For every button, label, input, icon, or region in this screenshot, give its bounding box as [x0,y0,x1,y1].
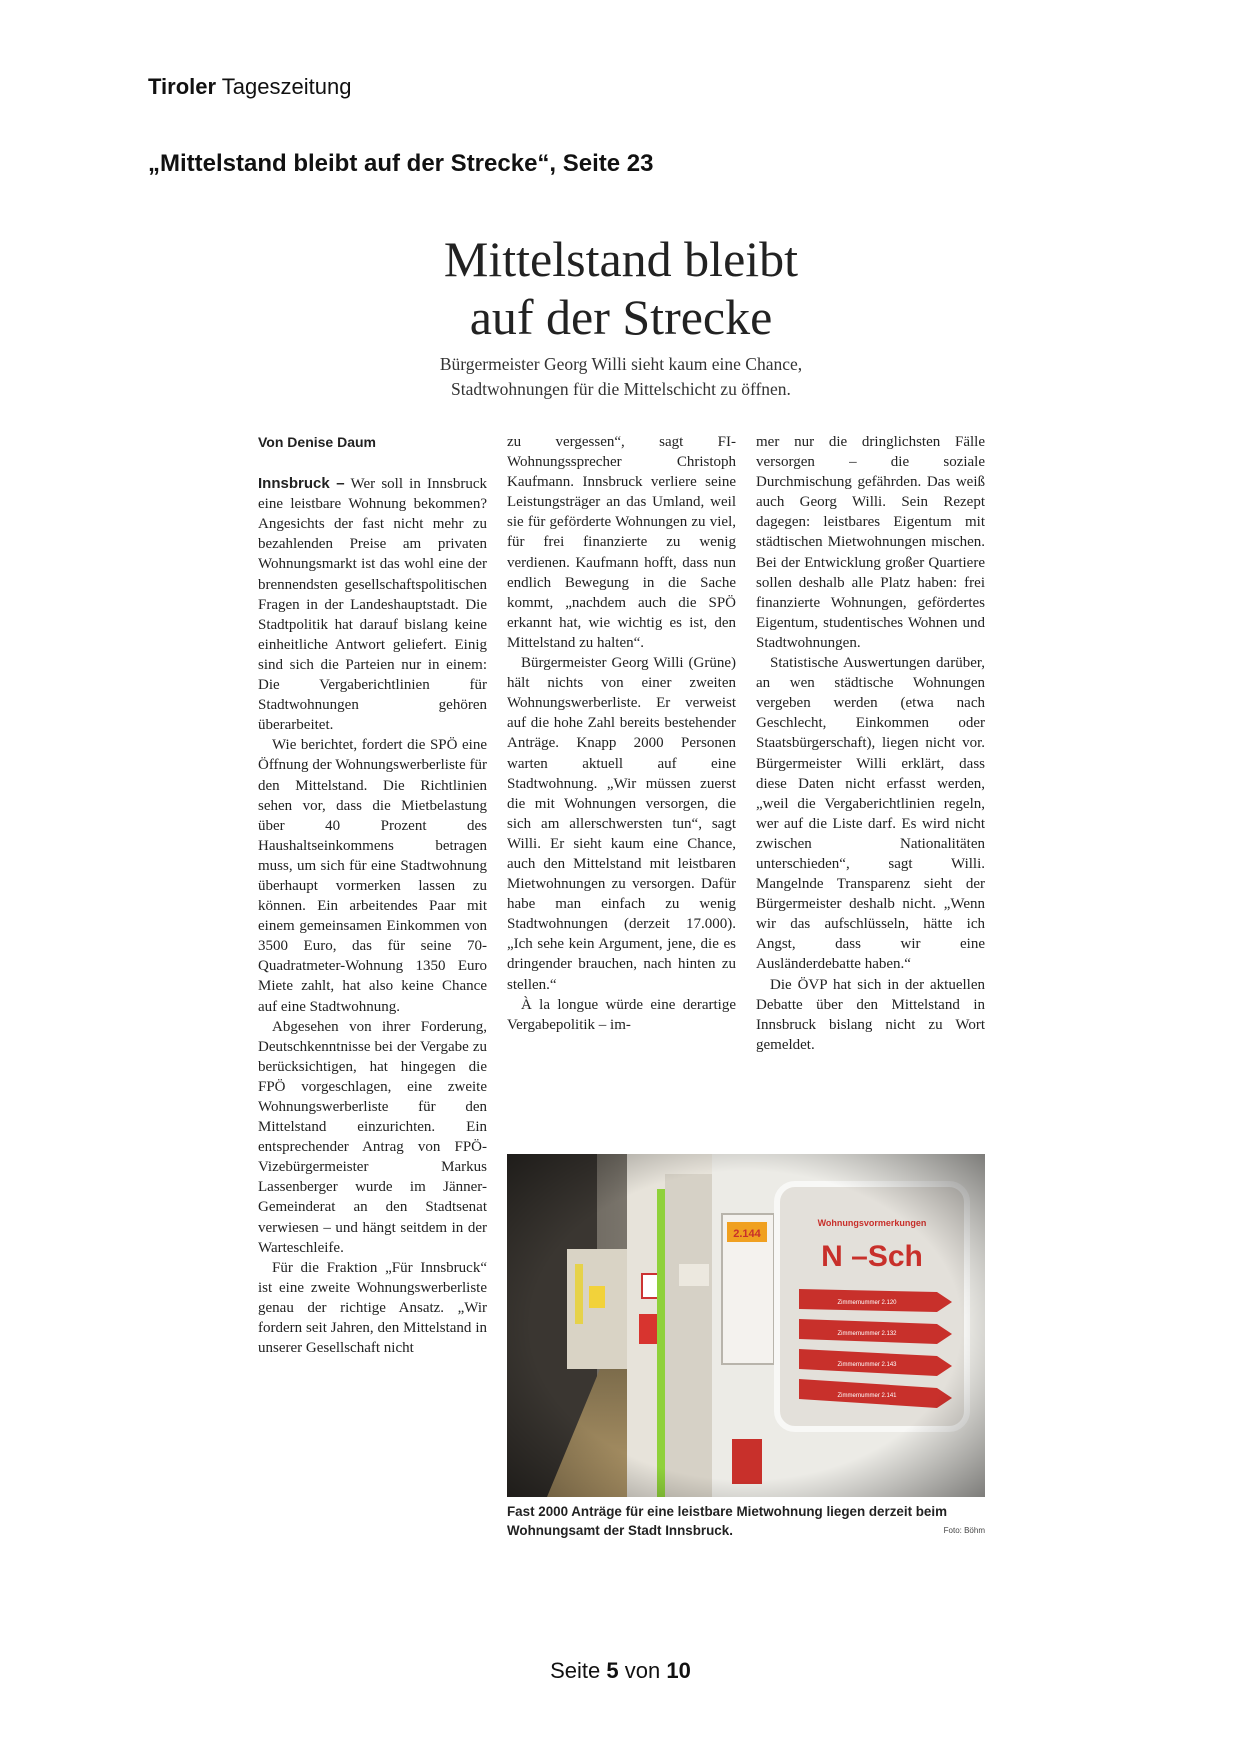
paragraph: Wie berichtet, fordert die SPÖ eine Öffnung der Wohnungswerberliste für den Mittelstand. Die Richtlinien sehen vor, dass die Mietbelastung über 40 Prozent des Haushaltseinkommens betragen muss, um sich für eine Stadtwohnung überhaupt vormerken lassen zu können. Ein arbeitendes Paar mit einem gemeinsamen Einkommen von 3500 Euro, das für seine 70-Quadratmeter-Wohnung 1350 Euro Miete zahlt, hat also keine Chance auf eine Stadtwohnung. [258,737,487,1015]
article-reference: „Mittelstand bleibt auf der Strecke“, Seite 23 [148,150,654,177]
publication-name [148,74,351,100]
headline [258,230,984,346]
subheadline-line-2: Stadtwohnungen für die Mittelschicht zu öffnen. [451,379,791,399]
paragraph: zu vergessen“, sagt FI-Wohnungssprecher Christoph Kaufmann. Innsbruck verliere seine Leistungsträger an das Umland, weil sie für geförderte Wohnungen zu viel, für frei finanzierte zu wenig verdienen. Kaufmann hofft, dass nun endlich Bewegung in die Sache kommt, „nachdem auch die SPÖ erkannt hat, wie wichtig es ist, den Mittelstand zu halten“. [507,434,736,651]
article-column-2 [507,432,736,1035]
article-photo [507,1154,985,1497]
photo-illustration [507,1154,985,1497]
footer-middle: von [624,1658,661,1683]
paragraph: Bürgermeister Georg Willi (Grüne) hält nichts von einer zweiten Wohnungswerberliste. Er verweist auf die hohe Zahl bereits bestehender Anträge. Knapp 2000 Personen warten aktuell auf eine Stadtwohnung. „Wir müssen zuerst die mit Wohnungen versorgen, die sich am allerschwersten tun“, sagt Willi. Er sieht kaum eine Chance, auch den Mittelstand mit leistbaren Mietwohnungen zu versorgen. Dafür habe man einfach zu wenig Stadtwohnungen (derzeit 17.000). „Ich sehe kein Argument, jene, die es dringender brauchen, nach hinten zu stellen.“ [507,655,736,993]
paragraph-text: Wer soll in Innsbruck eine leistbare Wohnung bekommen? Angesichts der fast nicht mehr zu bezahlenden Preise am privaten Wohnungsmarkt ist das wohl eine der brennendsten gesellschaftspolitischen Fragen in der Landeshauptstadt. Die Stadtpolitik hat darauf bislang keine einheitliche Antwort geliefert. Einig sind sich die Parteien nur in einem: Die Vergaberichtlinien für Stadtwohnungen gehören überarbeitet. [258,476,487,734]
headline-line-1: Mittelstand bleibt [443,231,799,287]
photo-credit: Foto: Böhm [943,1526,985,1535]
subheadline-line-1: Bürgermeister Georg Willi sieht kaum eine Chance, [439,354,803,374]
paragraph: Die ÖVP hat sich in der aktuellen Debatte über den Mittelstand in Innsbruck bislang nicht zu Wort gemeldet. [756,976,985,1053]
footer-prefix: Seite [550,1658,601,1683]
paragraph: mer nur die dringlichsten Fälle versorgen – die soziale Durchmischung gefährden. Das weiß auch Georg Willi. Sein Rezept dagegen: leistbares Eigentum mit städtischen Mietwohnungen mischen. Bei der Entwicklung großer Quartiere sollen deshalb alle Platz haben: frei finanzierte Wohnungen, gefördertes Eigentum, studentisches Wohnen und Stadtwohnungen. [756,434,985,651]
publication-name-rest: Tageszeitung [221,74,352,99]
footer-page-number: 5 [606,1658,619,1683]
publication-name-bold: Tiroler [148,74,217,99]
subheadline [258,352,984,402]
paragraph: À la longue würde eine derartige Vergabepolitik – im- [507,996,736,1033]
author-byline: Von Denise Daum [258,434,376,450]
paragraph [258,474,487,735]
article-column-3 [756,432,985,1055]
page-footer [0,1658,1241,1684]
article-column-1 [258,432,487,1358]
paragraph: Für die Fraktion „Für Innsbruck“ ist eine zweite Wohnungswerberliste genau der richtige Ansatz. „Wir fordern seit Jahren, den Mittelstand in unserer Gesellschaft nicht [258,1259,487,1357]
photo-caption [507,1502,985,1540]
caption-text: Fast 2000 Anträge für eine leistbare Mietwohnung liegen derzeit beim Wohnungsamt der Stadt Innsbruck. [507,1504,948,1538]
footer-page-total: 10 [666,1658,691,1683]
headline-line-2: auf der Strecke [469,289,773,345]
lens-vignette [507,1154,985,1497]
lead-location: Innsbruck – [258,475,345,493]
paragraph: Statistische Auswertungen darüber, an wen städtische Wohnungen vergeben werden (etwa nach Geschlecht, Einkommen oder Staatsbürgerschaft), liegen nicht vor. Bürgermeister Willi erklärt, dass diese Daten nicht erfasst werden, „weil die Vergaberichtlinien regeln, wer auf die Liste darf. Es wird nicht zwischen Nationalitäten unterschieden“, sagt Willi. Mangelnde Transparenz sieht der Bürgermeister deshalb nicht. „Wenn wir das aufschlüsseln, hätte ich Angst, dass wir eine Ausländerdebatte haben.“ [756,655,985,973]
paragraph: Abgesehen von ihrer Forderung, Deutschkenntnisse bei der Vergabe zu berücksichtigen, hat hingegen die FPÖ vorgeschlagen, eine zweite Wohnungswerberliste für den Mittelstand einzurichten. Ein entsprechender Antrag von FPÖ-Vizebürgermeister Markus Lassenberger wurde im Jänner-Gemeinderat an den Stadtsenat verwiesen – und hängt seitdem in der Warteschleife. [258,1018,487,1256]
